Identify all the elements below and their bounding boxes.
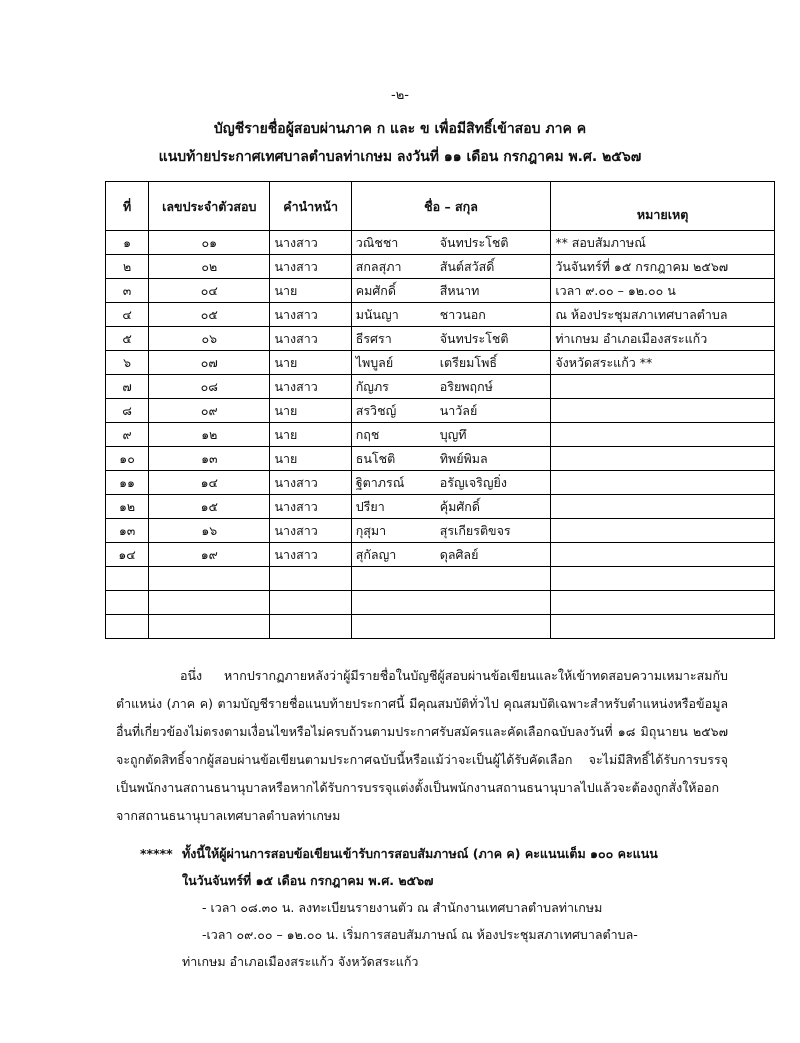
cell-remark bbox=[551, 423, 775, 447]
cell-last-name: สันต์สวัสดิ์ bbox=[439, 259, 495, 274]
cell-no: ๘ bbox=[106, 399, 149, 423]
table-row bbox=[106, 375, 775, 399]
cell-last-name: จันทประโชติ bbox=[439, 331, 509, 346]
table-row-empty bbox=[106, 567, 775, 591]
cell-remark bbox=[551, 447, 775, 471]
cell-first-name: มนันญา bbox=[355, 307, 399, 322]
table-row bbox=[106, 543, 775, 567]
cell-exam-id: ๑๕ bbox=[149, 495, 270, 519]
cell-name bbox=[351, 423, 551, 447]
cell-title: นางสาว bbox=[270, 231, 351, 255]
table-row bbox=[106, 327, 775, 351]
cell-empty bbox=[351, 591, 551, 615]
cell-first-name: ธีรศรา bbox=[355, 331, 392, 346]
cell-name bbox=[351, 399, 551, 423]
table-row bbox=[106, 495, 775, 519]
candidate-table bbox=[105, 181, 775, 639]
cell-exam-id: ๐๘ bbox=[149, 375, 270, 399]
notice-paragraph bbox=[116, 662, 728, 830]
cell-name bbox=[351, 255, 551, 279]
cell-title: นางสาว bbox=[270, 495, 351, 519]
cell-first-name: ฐิตาภรณ์ bbox=[355, 475, 405, 490]
cell-first-name: กฤช bbox=[355, 427, 380, 442]
table-row bbox=[106, 399, 775, 423]
header-no: ที่ bbox=[106, 182, 149, 231]
cell-empty bbox=[351, 615, 551, 639]
table-row bbox=[106, 519, 775, 543]
note-stars: ***** bbox=[140, 846, 173, 861]
cell-empty bbox=[106, 591, 149, 615]
cell-empty bbox=[270, 615, 351, 639]
cell-first-name: ไพบูลย์ bbox=[355, 355, 394, 370]
table-row bbox=[106, 471, 775, 495]
table-row bbox=[106, 231, 775, 255]
cell-title: นาย bbox=[270, 399, 351, 423]
cell-first-name: วณิชชา bbox=[355, 235, 399, 250]
header-title: คำนำหน้า bbox=[270, 182, 351, 231]
note-line-4: -เวลา ๐๙.๐๐ – ๑๒.๐๐ น. เริ่มการสอบสัมภาษณ์ ณ ห้องประชุมสภาเทศบาลตำบล- bbox=[202, 927, 638, 942]
table-header-row bbox=[106, 182, 775, 231]
cell-title: นาย bbox=[270, 423, 351, 447]
cell-first-name: ธนโชติ bbox=[355, 451, 396, 466]
cell-last-name: จันทประโชติ bbox=[439, 235, 509, 250]
cell-last-name: บุญทึ bbox=[439, 427, 467, 442]
cell-empty bbox=[106, 567, 149, 591]
cell-name bbox=[351, 375, 551, 399]
table-row bbox=[106, 303, 775, 327]
cell-first-name: สกลสุภา bbox=[355, 259, 402, 274]
table-row bbox=[106, 279, 775, 303]
cell-last-name: ทิพย์พิมล bbox=[439, 451, 488, 466]
cell-last-name: คุ้มศักดิ์ bbox=[439, 499, 480, 514]
cell-name bbox=[351, 303, 551, 327]
cell-remark: วันจันทร์ที่ ๑๕ กรกฎาคม ๒๕๖๗ bbox=[551, 255, 775, 279]
header-remark: หมายเหตุ bbox=[551, 182, 775, 231]
cell-last-name: อรัญเจริญยิ่ง bbox=[439, 475, 507, 490]
cell-first-name: กัญภร bbox=[355, 379, 389, 394]
cell-remark bbox=[551, 519, 775, 543]
cell-exam-id: ๐๒ bbox=[149, 255, 270, 279]
cell-remark: ณ ห้องประชุมสภาเทศบาลตำบล bbox=[551, 303, 775, 327]
table-body bbox=[106, 231, 775, 639]
cell-empty bbox=[270, 567, 351, 591]
cell-remark: ท่าเกษม อำเภอเมืองสระแก้ว bbox=[551, 327, 775, 351]
document-title: บัญชีรายชื่อผู้สอบผ่านภาค ก และ ข เพื่อมีสิทธิ์เข้าสอบ ภาค ค bbox=[213, 121, 587, 137]
document-subtitle: แนบท้ายประกาศเทศบาลตำบลท่าเกษม ลงวันที่ ๑๑ เดือน กรกฎาคม พ.ศ. ๒๕๖๗ bbox=[158, 149, 642, 165]
cell-first-name: คมศักดิ์ bbox=[355, 283, 396, 298]
cell-exam-id: ๐๖ bbox=[149, 327, 270, 351]
cell-exam-id: ๐๑ bbox=[149, 231, 270, 255]
cell-title: นางสาว bbox=[270, 255, 351, 279]
cell-empty bbox=[551, 591, 775, 615]
cell-last-name: นาวัลย์ bbox=[439, 403, 478, 418]
cell-name bbox=[351, 447, 551, 471]
cell-no: ๖ bbox=[106, 351, 149, 375]
cell-title: นาย bbox=[270, 279, 351, 303]
cell-name bbox=[351, 231, 551, 255]
cell-no: ๒ bbox=[106, 255, 149, 279]
table-row bbox=[106, 351, 775, 375]
cell-exam-id: ๐๗ bbox=[149, 351, 270, 375]
cell-name bbox=[351, 327, 551, 351]
cell-empty bbox=[149, 567, 270, 591]
cell-first-name: สรวิชญ์ bbox=[355, 403, 397, 418]
cell-no: ๔ bbox=[106, 303, 149, 327]
cell-remark bbox=[551, 495, 775, 519]
cell-no: ๑๔ bbox=[106, 543, 149, 567]
cell-last-name: ชาวนอก bbox=[439, 307, 486, 322]
cell-exam-id: ๐๙ bbox=[149, 399, 270, 423]
page-number: -๒- bbox=[391, 88, 409, 103]
interview-note bbox=[140, 840, 740, 975]
cell-no: ๓ bbox=[106, 279, 149, 303]
cell-empty bbox=[106, 615, 149, 639]
cell-remark: ** สอบสัมภาษณ์ bbox=[551, 231, 775, 255]
header-exam-id: เลขประจำตัวสอบ bbox=[149, 182, 270, 231]
cell-exam-id: ๑๒ bbox=[149, 423, 270, 447]
cell-no: ๑๒ bbox=[106, 495, 149, 519]
cell-no: ๙ bbox=[106, 423, 149, 447]
table-row bbox=[106, 423, 775, 447]
cell-no: ๑ bbox=[106, 231, 149, 255]
cell-title: นางสาว bbox=[270, 519, 351, 543]
cell-title: นางสาว bbox=[270, 303, 351, 327]
cell-last-name: สีหนาท bbox=[439, 283, 480, 298]
cell-last-name: ดุลศิลย์ bbox=[439, 547, 479, 562]
cell-no: ๑๐ bbox=[106, 447, 149, 471]
cell-name bbox=[351, 351, 551, 375]
cell-title: นางสาว bbox=[270, 327, 351, 351]
cell-empty bbox=[149, 591, 270, 615]
cell-exam-id: ๑๙ bbox=[149, 543, 270, 567]
table-row-empty bbox=[106, 615, 775, 639]
cell-title: นางสาว bbox=[270, 375, 351, 399]
cell-name bbox=[351, 471, 551, 495]
cell-no: ๕ bbox=[106, 327, 149, 351]
note-line-5: ท่าเกษม อำเภอเมืองสระแก้ว จังหวัดสระแก้ว bbox=[182, 954, 419, 969]
cell-empty bbox=[149, 615, 270, 639]
cell-title: นางสาว bbox=[270, 471, 351, 495]
cell-empty bbox=[551, 567, 775, 591]
cell-exam-id: ๑๖ bbox=[149, 519, 270, 543]
cell-remark: เวลา ๙.๐๐ – ๑๒.๐๐ น bbox=[551, 279, 775, 303]
cell-name bbox=[351, 519, 551, 543]
table-row bbox=[106, 447, 775, 471]
cell-last-name: อริยพฤกษ์ bbox=[439, 379, 493, 394]
cell-empty bbox=[270, 591, 351, 615]
table-row-empty bbox=[106, 591, 775, 615]
cell-exam-id: ๐๔ bbox=[149, 279, 270, 303]
cell-exam-id: ๑๓ bbox=[149, 447, 270, 471]
cell-remark bbox=[551, 471, 775, 495]
paragraph-text: อนึ่ง หากปรากฏภายหลังว่าผู้มีรายชื่อในบัญชีผู้สอบผ่านข้อเขียนและให้เข้าทดสอบความเหมาะสมกับตำแหน่ง (ภาค ค) ตามบัญชีรายชื่อแนบท้ายประกาศนี้ มีคุณสมบัติทั่วไป คุณสมบัติเฉพาะสำหรับตำแหน่งหรือข้อมูลอื่นที่เกี่ยวข้องไม่ตรงตามเงื่อนไขหรือไม่ครบถ้วนตามประกาศรับสมัครและคัดเลือกฉบับลงวันที่ ๑๘ มิถุนายน ๒๕๖๗ จะถูกตัดสิทธิ์จากผู้สอบผ่านข้อเขียนตามประกาศฉบับนี้หรือแม้ว่าจะเป็นผู้ได้รับคัดเลือก จะไม่มีสิทธิ์ได้รับการบรรจุเป็นพนักงานสถานธนานุบาลหรือหากได้รับการบรรจุแต่งตั้งเป็นพนักงานสถานธนานุบาลไปแล้วจะต้องถูกสั่งให้ออกจากสถานธนานุบาลเทศบาลตำบลท่าเกษม bbox=[116, 668, 728, 823]
cell-empty bbox=[351, 567, 551, 591]
cell-first-name: ปรียา bbox=[355, 499, 385, 514]
cell-exam-id: ๐๕ bbox=[149, 303, 270, 327]
cell-no: ๑๑ bbox=[106, 471, 149, 495]
cell-name bbox=[351, 495, 551, 519]
cell-title: นาย bbox=[270, 351, 351, 375]
note-line-3: - เวลา ๐๘.๓๐ น. ลงทะเบียนรายงานตัว ณ สำนักงานเทศบาลตำบลท่าเกษม bbox=[202, 900, 603, 915]
note-line-1: ทั้งนี้ให้ผู้ผ่านการสอบข้อเขียนเข้ารับการสอบสัมภาษณ์ (ภาค ค) คะแนนเต็ม ๑๐๐ คะแนน bbox=[182, 846, 658, 861]
cell-remark: จังหวัดสระแก้ว ** bbox=[551, 351, 775, 375]
cell-name bbox=[351, 279, 551, 303]
cell-name bbox=[351, 543, 551, 567]
cell-remark bbox=[551, 543, 775, 567]
cell-title: นางสาว bbox=[270, 543, 351, 567]
cell-empty bbox=[551, 615, 775, 639]
cell-first-name: กุสุมา bbox=[355, 523, 387, 538]
note-line-2: ในวันจันทร์ที่ ๑๕ เดือน กรกฎาคม พ.ศ. ๒๕๖๗ bbox=[182, 873, 434, 888]
cell-last-name: เตรียมโพธิ์ bbox=[439, 355, 497, 370]
cell-remark bbox=[551, 399, 775, 423]
cell-last-name: สุรเกียรติขจร bbox=[439, 523, 511, 538]
cell-remark bbox=[551, 375, 775, 399]
header-name: ชื่อ – สกุล bbox=[351, 182, 551, 231]
cell-title: นาย bbox=[270, 447, 351, 471]
cell-first-name: สุกัลญา bbox=[355, 547, 397, 562]
cell-no: ๑๓ bbox=[106, 519, 149, 543]
cell-no: ๗ bbox=[106, 375, 149, 399]
table-row bbox=[106, 255, 775, 279]
cell-exam-id: ๑๔ bbox=[149, 471, 270, 495]
